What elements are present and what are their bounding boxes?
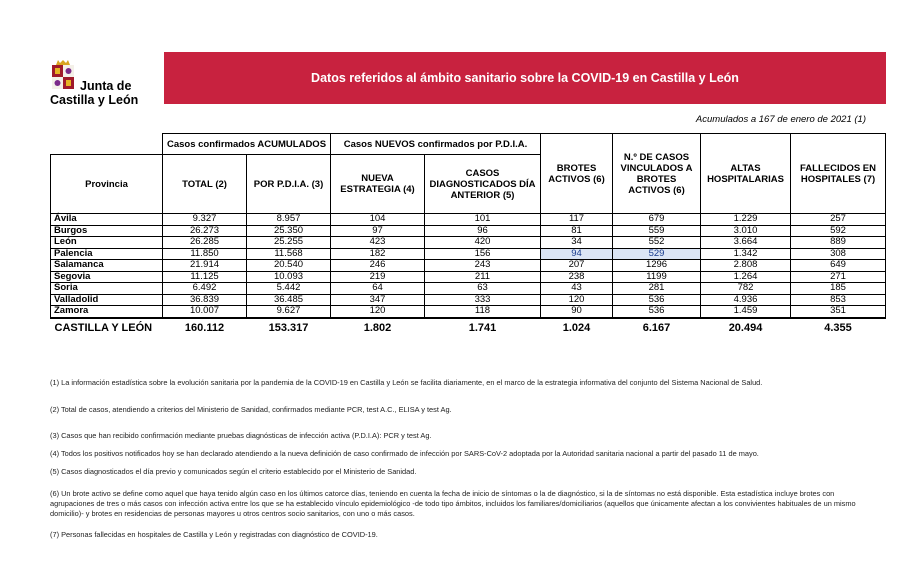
- value-cell: 1.342: [701, 248, 791, 260]
- coat-of-arms-icon: [50, 60, 76, 92]
- province-cell: Segovia: [51, 271, 163, 283]
- province-cell: Zamora: [51, 306, 163, 318]
- province-cell: Palencia: [51, 248, 163, 260]
- value-cell: 679: [613, 214, 701, 226]
- value-cell: 11.125: [163, 271, 247, 283]
- value-cell: 81: [541, 225, 613, 237]
- value-cell: 63: [425, 283, 541, 295]
- value-cell: 117: [541, 214, 613, 226]
- value-cell: 104: [331, 214, 425, 226]
- banner-title: Datos referidos al ámbito sanitario sobre la COVID-19 en Castilla y León: [311, 71, 739, 85]
- value-cell: 120: [331, 306, 425, 318]
- total-value: 4.355: [791, 318, 886, 337]
- footnote-3: (3) Casos que han recibido confirmación mediante pruebas diagnósticas de infección activa (P.D.I.A): PCR y test Ag.: [50, 431, 432, 440]
- province-cell: León: [51, 237, 163, 249]
- table-row: [51, 248, 886, 260]
- total-value: 160.112: [163, 318, 247, 337]
- value-cell: 11.850: [163, 248, 247, 260]
- value-cell: 11.568: [247, 248, 331, 260]
- total-value: 1.024: [541, 318, 613, 337]
- value-cell: 420: [425, 237, 541, 249]
- value-cell: 94: [541, 248, 613, 260]
- table-row: [51, 225, 886, 237]
- footnote-5: (5) Casos diagnosticados el día previo y comunicados según el criterio establecido por el Ministerio de Sanidad.: [50, 467, 417, 476]
- value-cell: 1.264: [701, 271, 791, 283]
- header-vinculados: N.º DE CASOS VINCULADOS A BROTES ACTIVOS (6): [613, 134, 701, 214]
- logo-line-1: Junta de: [80, 79, 132, 93]
- value-cell: 281: [613, 283, 701, 295]
- value-cell: 21.914: [163, 260, 247, 272]
- covid-data-table: [50, 133, 886, 337]
- group-header-new: Casos NUEVOS confirmados por P.D.I.A.: [331, 134, 541, 155]
- province-cell: Ávila: [51, 214, 163, 226]
- province-cell: Soria: [51, 283, 163, 295]
- value-cell: 182: [331, 248, 425, 260]
- value-cell: 5.442: [247, 283, 331, 295]
- value-cell: 25.255: [247, 237, 331, 249]
- table-row: [51, 306, 886, 318]
- province-cell: Salamanca: [51, 260, 163, 272]
- value-cell: 889: [791, 237, 886, 249]
- value-cell: 219: [331, 271, 425, 283]
- value-cell: 156: [425, 248, 541, 260]
- value-cell: 97: [331, 225, 425, 237]
- value-cell: 90: [541, 306, 613, 318]
- value-cell: 6.492: [163, 283, 247, 295]
- header-total: TOTAL (2): [163, 155, 247, 214]
- junta-logo: [48, 60, 158, 110]
- value-cell: 246: [331, 260, 425, 272]
- value-cell: 36.839: [163, 294, 247, 306]
- value-cell: 25.350: [247, 225, 331, 237]
- table-row: [51, 271, 886, 283]
- value-cell: 243: [425, 260, 541, 272]
- header-nueva-estrategia: NUEVA ESTRATEGIA (4): [331, 155, 425, 214]
- value-cell: 2.808: [701, 260, 791, 272]
- value-cell: 1296: [613, 260, 701, 272]
- value-cell: 64: [331, 283, 425, 295]
- value-cell: 238: [541, 271, 613, 283]
- value-cell: 9.627: [247, 306, 331, 318]
- value-cell: 351: [791, 306, 886, 318]
- header-fallecidos: FALLECIDOS EN HOSPITALES (7): [791, 134, 886, 214]
- province-cell: Burgos: [51, 225, 163, 237]
- value-cell: 3.010: [701, 225, 791, 237]
- header-brotes: BROTES ACTIVOS (6): [541, 134, 613, 214]
- value-cell: 26.273: [163, 225, 247, 237]
- value-cell: 536: [613, 294, 701, 306]
- value-cell: 552: [613, 237, 701, 249]
- title-banner: [164, 52, 886, 104]
- header-provincia: Provincia: [51, 155, 163, 214]
- value-cell: 36.485: [247, 294, 331, 306]
- value-cell: 185: [791, 283, 886, 295]
- value-cell: 559: [613, 225, 701, 237]
- total-value: 1.741: [425, 318, 541, 337]
- value-cell: 333: [425, 294, 541, 306]
- value-cell: 257: [791, 214, 886, 226]
- footnote-4: (4) Todos los positivos notificados hoy se han declarado atendiendo a la nueva definición de caso confirmado de infección por SARS-CoV-2 adoptada por la Autoridad sanitaria nacional a partir del pasado 11 de mayo.: [50, 449, 759, 458]
- value-cell: 9.327: [163, 214, 247, 226]
- total-row: [51, 318, 886, 337]
- total-value: 153.317: [247, 318, 331, 337]
- value-cell: 649: [791, 260, 886, 272]
- header-altas: ALTAS HOSPITALARIAS: [701, 134, 791, 214]
- value-cell: 34: [541, 237, 613, 249]
- table-row: [51, 260, 886, 272]
- value-cell: 347: [331, 294, 425, 306]
- value-cell: 8.957: [247, 214, 331, 226]
- table-row: [51, 294, 886, 306]
- table-row: [51, 283, 886, 295]
- value-cell: 308: [791, 248, 886, 260]
- table-row: [51, 237, 886, 249]
- footnote-1: (1) La información estadística sobre la evolución sanitaria por la pandemia de la COVID-19 en Castilla y León se facilita diariamente, en el marco de la estrategia informativa del conjunto del Sistema Nacional de Salud.: [50, 378, 763, 387]
- value-cell: 20.540: [247, 260, 331, 272]
- header-pdia: POR P.D.I.A. (3): [247, 155, 331, 214]
- value-cell: 211: [425, 271, 541, 283]
- value-cell: 26.285: [163, 237, 247, 249]
- value-cell: 96: [425, 225, 541, 237]
- value-cell: 118: [425, 306, 541, 318]
- value-cell: 101: [425, 214, 541, 226]
- total-label: CASTILLA Y LEÓN: [51, 318, 163, 337]
- header-dia-anterior: CASOS DIAGNOSTICADOS DÍA ANTERIOR (5): [425, 155, 541, 214]
- total-value: 20.494: [701, 318, 791, 337]
- footnote-2: (2) Total de casos, atendiendo a criterios del Ministerio de Sanidad, confirmados mediante PCR, test A.C., ELISA y test Ag.: [50, 405, 452, 414]
- footnote-7: (7) Personas fallecidas en hospitales de Castilla y León y registradas con diagnóstico de COVID-19.: [50, 530, 378, 539]
- value-cell: 43: [541, 283, 613, 295]
- value-cell: 1199: [613, 271, 701, 283]
- value-cell: 423: [331, 237, 425, 249]
- value-cell: 4.936: [701, 294, 791, 306]
- accumulated-date: Acumulados a 167 de enero de 2021 (1): [695, 114, 866, 125]
- total-value: 6.167: [613, 318, 701, 337]
- group-header-accumulated: Casos confirmados ACUMULADOS: [163, 134, 331, 155]
- total-value: 1.802: [331, 318, 425, 337]
- value-cell: 3.664: [701, 237, 791, 249]
- value-cell: 1.459: [701, 306, 791, 318]
- logo-line-2: Castilla y León: [50, 93, 139, 107]
- value-cell: 120: [541, 294, 613, 306]
- value-cell: 10.093: [247, 271, 331, 283]
- table-row: [51, 214, 886, 226]
- value-cell: 207: [541, 260, 613, 272]
- value-cell: 529: [613, 248, 701, 260]
- value-cell: 10.007: [163, 306, 247, 318]
- footnote-6: (6) Un brote activo se define como aquel que haya tenido algún caso en los últimos catorce días, teniendo en cuenta la fecha de inicio de síntomas o la de diagnóstico, si la de síntomas no está disponible. Esta estadística incluye brotes con agrupaciones de tres o más casos con infección activa entre los que se ha establecido vínculo epidemiológico -de todo tipo ámbitos, incluidos los familiares/domiciliarios (aquellos que únicamente afectan a los convivientes habituales de un mismo domicilio)- y brotes en residencias de personas mayores u otros centros socio sanitarios, con uno o más casos.: [50, 489, 856, 518]
- value-cell: 1.229: [701, 214, 791, 226]
- value-cell: 536: [613, 306, 701, 318]
- value-cell: 271: [791, 271, 886, 283]
- value-cell: 782: [701, 283, 791, 295]
- province-cell: Valladolid: [51, 294, 163, 306]
- value-cell: 853: [791, 294, 886, 306]
- value-cell: 592: [791, 225, 886, 237]
